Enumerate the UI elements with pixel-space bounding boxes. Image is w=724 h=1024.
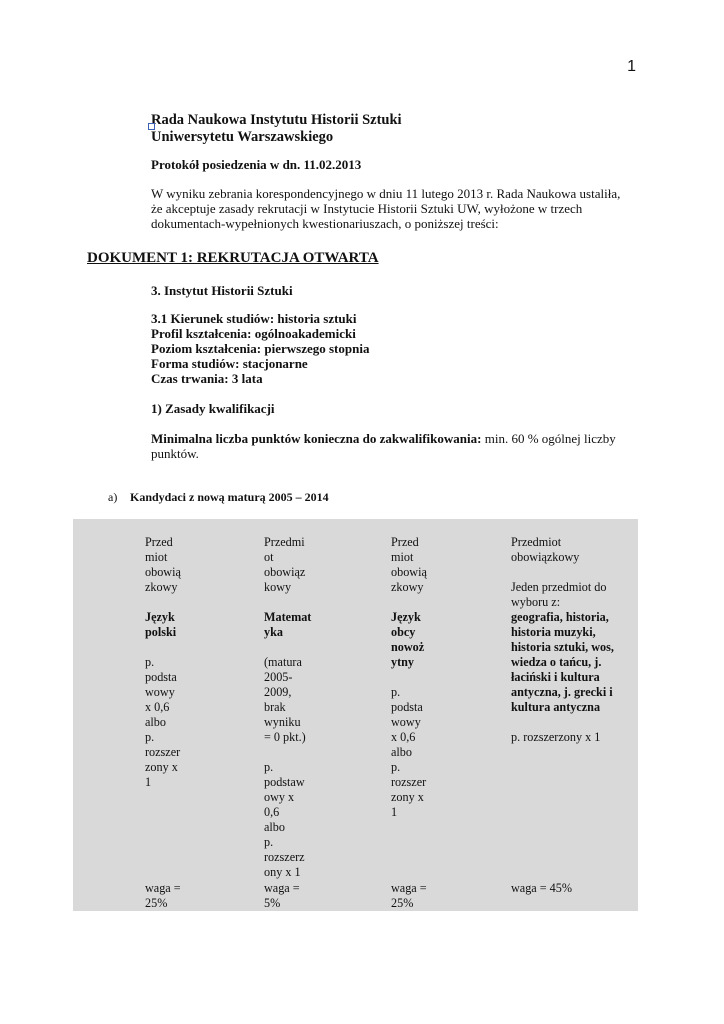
intro-line: W wyniku zebrania korespondencyjnego w dniu 11 lutego 2013 r. Rada Naukowa ustaliła, [151,186,621,201]
text-line: brak [264,700,286,714]
text-line: Przedmiot [511,535,562,549]
text-line: p. [391,685,401,699]
minimum-points [151,431,631,461]
qualification-heading: 1) Zasady kwalifikacji [151,401,275,416]
text-line: miot [145,550,168,564]
column-type [391,535,427,595]
text-line: 25% [391,896,414,910]
text-line: owy x [264,790,295,804]
text-line: ony x 1 [264,865,301,879]
column-detail [511,730,614,745]
text-line: rozszer [145,745,181,759]
text-line: p. [391,760,401,774]
text-line: p. [264,835,274,849]
text-line: miot [391,550,414,564]
column-type [264,535,311,595]
text-line: obowią [145,565,181,579]
table-column-4 [511,535,614,745]
text-line: Język [145,610,175,624]
text-line: zony x [145,760,178,774]
text-line: waga = 45% [511,881,573,895]
study-info [151,311,369,386]
column-detail [264,760,311,880]
text-line: albo [145,715,166,729]
text-line: podsta [391,700,423,714]
text-line: geografia, historia, [511,610,609,624]
text-line: Przed [145,535,173,549]
text-line: zkowy [391,580,424,594]
text-line: zony x [391,790,424,804]
text-line: nowoż [391,640,425,654]
text-line: 2005- [264,670,293,684]
text-line: Przedmi [264,535,305,549]
column-subject [511,610,614,715]
section-a-label: Kandydaci z nową maturą 2005 – 2014 [130,490,329,504]
intro-line: dokumentach-wypełnionych kwestionariuszach, o poniższej treści: [151,216,499,231]
column-weight [264,881,300,911]
text-line: łaciński i kultura [511,670,600,684]
minimum-value: min. 60 % ogólnej liczby [481,431,616,446]
text-line: rozszer [391,775,427,789]
table-column-2 [264,535,311,880]
minimum-value-cont: punktów. [151,446,199,461]
header-line-1: Rada Naukowa Instytutu Historii Sztuki [151,112,402,128]
text-line: wiedza o tańcu, j. [511,655,602,669]
column-choice [511,580,614,610]
text-line: p. rozszerzony x 1 [511,730,601,744]
text-line: yka [264,625,283,639]
text-line: podsta [145,670,177,684]
text-line: historia sztuki, wos, [511,640,614,654]
text-line: waga = [264,881,300,895]
text-line: kultura antyczna [511,700,601,714]
text-line: wowy [391,715,421,729]
text-line: wowy [145,685,175,699]
subjects-table [73,519,638,911]
column-weight [511,881,572,896]
text-line: podstaw [264,775,305,789]
text-line: Język [391,610,421,624]
study-profile: Profil kształcenia: ogólnoakademicki [151,326,356,341]
text-line: kowy [264,580,292,594]
document-heading: DOKUMENT 1: REKRUTACJA OTWARTA [87,250,379,266]
intro-line: że akceptuje zasady rekrutacji w Instytucie Historii Sztuki UW, wyłożone w trzech [151,201,583,216]
table-column-1 [145,535,181,790]
text-line: x 0,6 [391,730,416,744]
text-line: ytny [391,655,415,669]
text-line: zkowy [145,580,178,594]
text-line: polski [145,625,177,639]
text-line: p. [145,655,155,669]
text-line: 1 [391,805,398,819]
column-detail [145,655,181,790]
text-line: albo [264,820,285,834]
text-line: historia muzyki, [511,625,596,639]
text-line: 5% [264,896,281,910]
column-weight [145,881,181,911]
protocol-title: Protokół posiedzenia w dn. 11.02.2013 [151,157,362,172]
column-subject [145,610,181,640]
text-line: albo [391,745,412,759]
text-line: antyczna, j. grecki i [511,685,613,699]
column-subject [391,610,427,670]
text-line: Jeden przedmiot do [511,580,607,594]
column-note [264,655,311,745]
section-a-heading [108,490,329,505]
intro-paragraph [151,186,631,231]
text-line: obowiązkowy [511,550,580,564]
column-subject [264,610,311,640]
page-number: 1 [627,58,636,75]
column-weight [391,881,427,911]
text-line: Matemat [264,610,312,624]
institute-heading: 3. Instytut Historii Sztuki [151,283,293,298]
list-marker: a) [108,490,118,504]
column-detail [391,685,427,820]
anchor-marker-icon [148,123,155,130]
text-line: (matura [264,655,302,669]
text-line: obowiąz [264,565,306,579]
study-level: Poziom kształcenia: pierwszego stopnia [151,341,370,356]
study-duration: Czas trwania: 3 lata [151,371,263,386]
text-line: 2009, [264,685,292,699]
text-line: 1 [145,775,152,789]
text-line: waga = [391,881,427,895]
table-column-3 [391,535,427,820]
text-line: p. [145,730,155,744]
column-type [145,535,181,595]
minimum-label: Minimalna liczba punktów konieczna do zakwalifikowania: [151,431,482,446]
text-line: p. [264,760,274,774]
study-form: Forma studiów: stacjonarne [151,356,308,371]
text-line: wyniku [264,715,301,729]
document-header [151,112,402,146]
text-line: x 0,6 [145,700,170,714]
text-line: obowią [391,565,427,579]
text-line: obcy [391,625,416,639]
text-line: Przed [391,535,419,549]
study-direction: 3.1 Kierunek studiów: historia sztuki [151,311,357,326]
text-line: waga = [145,881,181,895]
header-line-2: Uniwersytetu Warszawskiego [151,129,334,145]
column-type [511,535,614,565]
text-line: 0,6 [264,805,280,819]
text-line: = 0 pkt.) [264,730,306,744]
text-line: wyboru z: [511,595,561,609]
text-line: ot [264,550,274,564]
text-line: 25% [145,896,168,910]
text-line: rozszerz [264,850,305,864]
